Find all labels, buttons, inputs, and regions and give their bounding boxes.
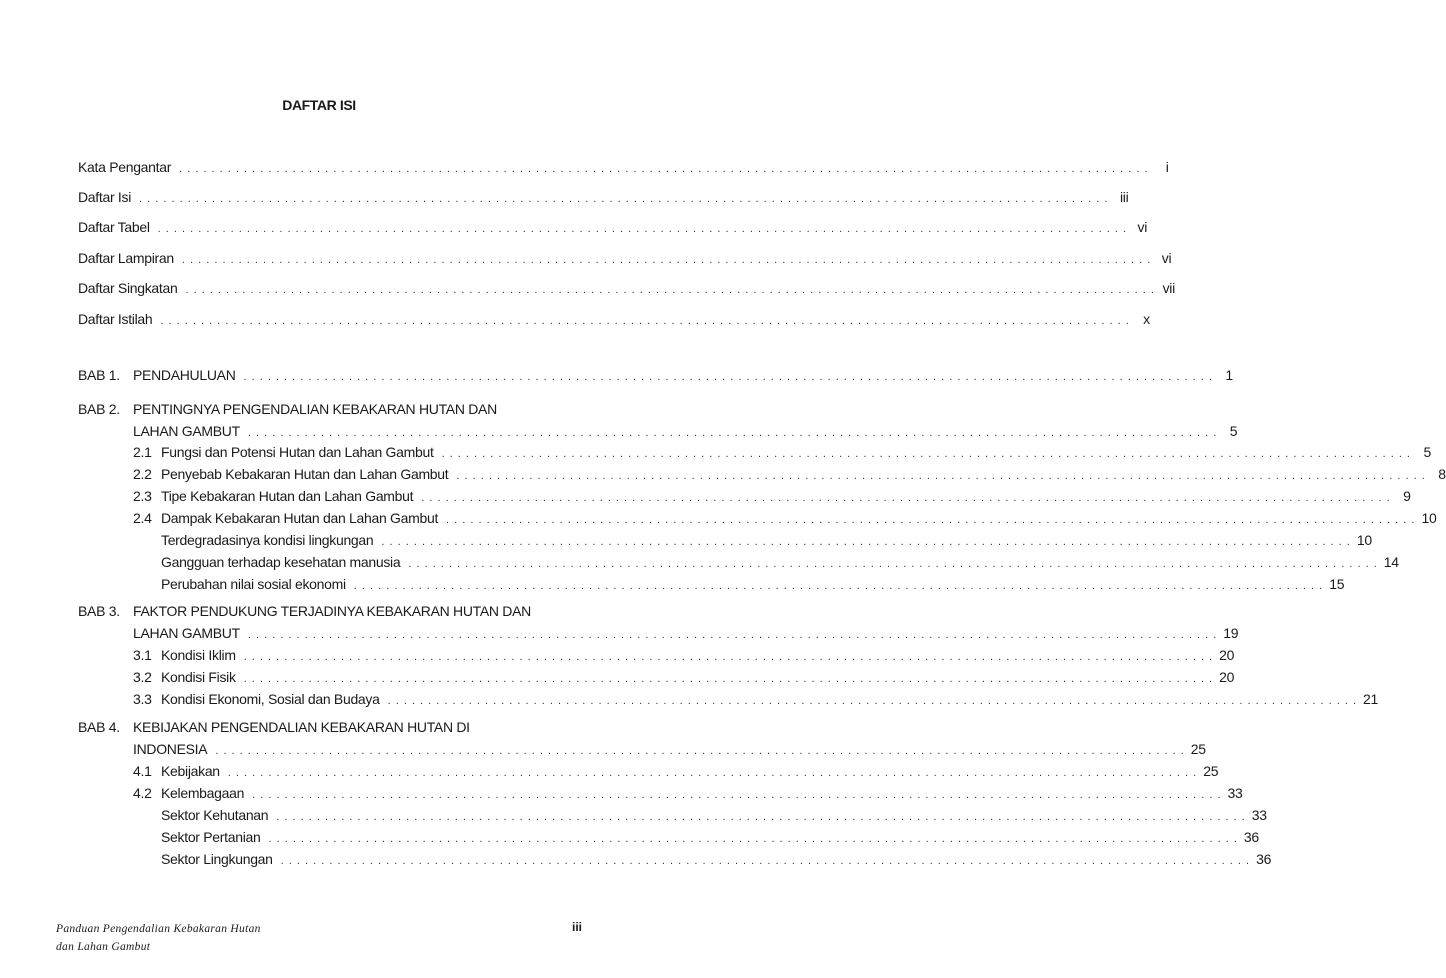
toc-entry[interactable] [78, 311, 1150, 331]
entry-label: Fungsi dan Potensi Hutan dan Lahan Gambut [161, 444, 434, 460]
page-number: 20 [1219, 647, 1235, 663]
dot-leader: . . . . . . . . . . . . . . . . . . . . . . . . . . . . . . . . . . . . . . . . . . . . . . . . . . . . . . . . . . . . . . . . . . . . . . . . . . . . . . . . . . . . . . . . . . . . . . . . . . . . . . . . . . . . . . . . . . . . . . . . [276, 811, 1246, 823]
page-number: 33 [1251, 807, 1267, 823]
subsection-entry[interactable] [161, 851, 1272, 871]
entry-label: Penyebab Kebakaran Hutan dan Lahan Gambut [161, 466, 449, 482]
subsection-entry[interactable] [161, 554, 1399, 574]
dot-leader: . . . . . . . . . . . . . . . . . . . . . . . . . . . . . . . . . . . . . . . . . . . . . . . . . . . . . . . . . . . . . . . . . . . . . . . . . . . . . . . . . . . . . . . . . . . . . . . . . . . . . . . . . . . . . . . . . . . . . . . . [157, 223, 1128, 235]
section-number: 2.2 [133, 466, 152, 482]
dot-leader: . . . . . . . . . . . . . . . . . . . . . . . . . . . . . . . . . . . . . . . . . . . . . . . . . . . . . . . . . . . . . . . . . . . . . . . . . . . . . . . . . . . . . . . . . . . . . . . . . . . . . . . . . . . . . . . . . . . . . . . . [446, 514, 1416, 526]
chapter-number: BAB 2. [78, 401, 120, 417]
page-number: 25 [1190, 741, 1206, 757]
chapter-number: BAB 1. [78, 367, 120, 383]
entry-label: Gangguan terhadap kesehatan manusia [161, 554, 401, 570]
page-number: 1 [1225, 367, 1233, 383]
page-number: 19 [1223, 625, 1239, 641]
footer-line-2: dan Lahan Gambut [56, 941, 151, 953]
dot-leader: . . . . . . . . . . . . . . . . . . . . . . . . . . . . . . . . . . . . . . . . . . . . . . . . . . . . . . . . . . . . . . . . . . . . . . . . . . . . . . . . . . . . . . . . . . . . . . . . . . . . . . . . . . . . . . . . . . . . . . . . [268, 833, 1238, 845]
chapter-entry[interactable] [133, 741, 1206, 761]
section-number: 2.4 [133, 510, 152, 526]
footer-line-1: Panduan Pengendalian Kebakaran Hutan [56, 923, 261, 935]
chapter-entry[interactable] [133, 367, 1233, 387]
page-number: 14 [1383, 554, 1399, 570]
subsection-entry[interactable] [161, 576, 1345, 596]
dot-leader: . . . . . . . . . . . . . . . . . . . . . . . . . . . . . . . . . . . . . . . . . . . . . . . . . . . . . . . . . . . . . . . . . . . . . . . . . . . . . . . . . . . . . . . . . . . . . . . . . . . . . . . . . . . . . . . . . . . . . . . . [243, 651, 1214, 663]
entry-label: Kebijakan [161, 763, 220, 779]
chapter-number: BAB 3. [78, 603, 120, 619]
subsection-entry[interactable] [161, 829, 1259, 849]
dot-leader: . . . . . . . . . . . . . . . . . . . . . . . . . . . . . . . . . . . . . . . . . . . . . . . . . . . . . . . . . . . . . . . . . . . . . . . . . . . . . . . . . . . . . . . . . . . . . . . . . . . . . . . . . . . . . . . . . . . . . . . . [227, 767, 1198, 779]
dot-leader: . . . . . . . . . . . . . . . . . . . . . . . . . . . . . . . . . . . . . . . . . . . . . . . . . . . . . . . . . . . . . . . . . . . . . . . . . . . . . . . . . . . . . . . . . . . . . . . . . . . . . . . . . . . . . . . . . . . . . . . . [387, 695, 1358, 707]
section-entry[interactable] [133, 444, 1431, 464]
section-number: 2.1 [133, 444, 152, 460]
toc-entry[interactable] [78, 189, 1129, 209]
toc-entry[interactable] [78, 280, 1175, 300]
entry-label: Daftar Tabel [78, 219, 150, 235]
dot-leader: . . . . . . . . . . . . . . . . . . . . . . . . . . . . . . . . . . . . . . . . . . . . . . . . . . . . . . . . . . . . . . . . . . . . . . . . . . . . . . . . . . . . . . . . . . . . . . . . . . . . . . . . . . . . . . . . . . . . . . . . [408, 558, 1378, 570]
page-number: 21 [1363, 691, 1379, 707]
running-footer [56, 920, 261, 956]
page-number: 9 [1403, 488, 1411, 504]
dot-leader: . . . . . . . . . . . . . . . . . . . . . . . . . . . . . . . . . . . . . . . . . . . . . . . . . . . . . . . . . . . . . . . . . . . . . . . . . . . . . . . . . . . . . . . . . . . . . . . . . . . . . . . . . . . . . . . . . . . . . . . . [247, 629, 1218, 641]
page-number: vii [1162, 280, 1175, 296]
section-number: 3.1 [133, 647, 152, 663]
entry-label: Kondisi Fisik [161, 669, 236, 685]
entry-label: Kondisi Ekonomi, Sosial dan Budaya [161, 691, 380, 707]
dot-leader: . . . . . . . . . . . . . . . . . . . . . . . . . . . . . . . . . . . . . . . . . . . . . . . . . . . . . . . . . . . . . . . . . . . . . . . . . . . . . . . . . . . . . . . . . . . . . . . . . . . . . . . . . . . . . . . . . . . . . . . . [181, 254, 1152, 266]
footer-page-number: iii [571, 920, 582, 934]
toc-entry[interactable] [78, 250, 1172, 270]
toc-entry[interactable] [78, 219, 1148, 239]
dot-leader: . . . . . . . . . . . . . . . . . . . . . . . . . . . . . . . . . . . . . . . . . . . . . . . . . . . . . . . . . . . . . . . . . . . . . . . . . . . . . . . . . . . . . . . . . . . . . . . . . . . . . . . . . . . . . . . . . . . . . . . . [456, 470, 1426, 482]
page-number: 10 [1421, 510, 1437, 526]
section-number: 3.2 [133, 669, 152, 685]
entry-label: FAKTOR PENDUKUNG TERJADINYA KEBAKARAN HUTAN DAN [133, 603, 531, 619]
dot-leader: . . . . . . . . . . . . . . . . . . . . . . . . . . . . . . . . . . . . . . . . . . . . . . . . . . . . . . . . . . . . . . . . . . . . . . . . . . . . . . . . . . . . . . . . . . . . . . . . . . . . . . . . . . . . . . . . . . . . . . . . [215, 745, 1185, 757]
page-number: i [1165, 159, 1169, 175]
section-entry[interactable] [133, 669, 1235, 689]
section-entry[interactable] [133, 466, 1446, 486]
chapter-entry[interactable] [133, 625, 1239, 645]
page-number: 15 [1329, 576, 1345, 592]
page-number: 10 [1356, 532, 1372, 548]
dot-leader: . . . . . . . . . . . . . . . . . . . . . . . . . . . . . . . . . . . . . . . . . . . . . . . . . . . . . . . . . . . . . . . . . . . . . . . . . . . . . . . . . . . . . . . . . . . . . . . . . . . . . . . . . . . . . . . . . . . . . . . . [421, 492, 1391, 504]
section-number: 4.2 [133, 785, 152, 801]
entry-label: Kata Pengantar [78, 159, 172, 175]
entry-label: Kondisi Iklim [161, 647, 236, 663]
entry-label: Daftar Istilah [78, 311, 153, 327]
dot-leader: . . . . . . . . . . . . . . . . . . . . . . . . . . . . . . . . . . . . . . . . . . . . . . . . . . . . . . . . . . . . . . . . . . . . . . . . . . . . . . . . . . . . . . . . . . . . . . . . . . . . . . . . . . . . . . . . . . . . . . . . [280, 855, 1251, 867]
entry-label: Kelembagaan [161, 785, 245, 801]
section-entry[interactable] [133, 785, 1243, 805]
chapter-heading[interactable] [133, 603, 600, 623]
entry-label: Perubahan nilai sosial ekonomi [161, 576, 346, 592]
page-number: 33 [1227, 785, 1243, 801]
chapter-entry[interactable] [133, 423, 1238, 443]
entry-label: Sektor Pertanian [161, 829, 261, 845]
page-number: vi [1161, 250, 1172, 266]
dot-leader: . . . . . . . . . . . . . . . . . . . . . . . . . . . . . . . . . . . . . . . . . . . . . . . . . . . . . . . . . . . . . . . . . . . . . . . . . . . . . . . . . . . . . . . . . . . . . . . . . . . . . . . . . . . . . . . . . . . . . . . . [353, 580, 1324, 592]
section-entry[interactable] [133, 488, 1411, 508]
toc-entry[interactable] [78, 159, 1169, 179]
page-number: 36 [1256, 851, 1272, 867]
dot-leader: . . . . . . . . . . . . . . . . . . . . . . . . . . . . . . . . . . . . . . . . . . . . . . . . . . . . . . . . . . . . . . . . . . . . . . . . . . . . . . . . . . . . . . . . . . . . . . . . . . . . . . . . . . . . . . . . . . . . . . . . [381, 536, 1351, 548]
entry-label: Daftar Isi [78, 189, 132, 205]
page-number: vi [1137, 219, 1148, 235]
page-number: 20 [1219, 669, 1235, 685]
dot-leader: . . . . . . . . . . . . . . . . . . . . . . . . . . . . . . . . . . . . . . . . . . . . . . . . . . . . . . . . . . . . . . . . . . . . . . . . . . . . . . . . . . . . . . . . . . . . . . . . . . . . . . . . . . . . . . . . . . . . . . . . [247, 427, 1218, 439]
page-number: 36 [1243, 829, 1259, 845]
dot-leader: . . . . . . . . . . . . . . . . . . . . . . . . . . . . . . . . . . . . . . . . . . . . . . . . . . . . . . . . . . . . . . . . . . . . . . . . . . . . . . . . . . . . . . . . . . . . . . . . . . . . . . . . . . . . . . . . . . . . . . . . [441, 448, 1411, 460]
page-number: x [1143, 311, 1150, 327]
page-number: 25 [1203, 763, 1219, 779]
chapter-heading[interactable] [133, 401, 600, 421]
entry-label: Sektor Kehutanan [161, 807, 269, 823]
dot-leader: . . . . . . . . . . . . . . . . . . . . . . . . . . . . . . . . . . . . . . . . . . . . . . . . . . . . . . . . . . . . . . . . . . . . . . . . . . . . . . . . . . . . . . . . . . . . . . . . . . . . . . . . . . . . . . . . . . . . . . . . [179, 163, 1149, 175]
section-number: 3.3 [133, 691, 152, 707]
section-number: 4.1 [133, 763, 152, 779]
dot-leader: . . . . . . . . . . . . . . . . . . . . . . . . . . . . . . . . . . . . . . . . . . . . . . . . . . . . . . . . . . . . . . . . . . . . . . . . . . . . . . . . . . . . . . . . . . . . . . . . . . . . . . . . . . . . . . . . . . . . . . . . [252, 789, 1222, 801]
entry-label: Daftar Lampiran [78, 250, 174, 266]
entry-label: Terdegradasinya kondisi lingkungan [161, 532, 374, 548]
entry-label: Daftar Singkatan [78, 280, 178, 296]
entry-label: PENTINGNYA PENGENDALIAN KEBAKARAN HUTAN DAN [133, 401, 497, 417]
section-entry[interactable] [133, 510, 1437, 530]
section-number: 2.3 [133, 488, 152, 504]
dot-leader: . . . . . . . . . . . . . . . . . . . . . . . . . . . . . . . . . . . . . . . . . . . . . . . . . . . . . . . . . . . . . . . . . . . . . . . . . . . . . . . . . . . . . . . . . . . . . . . . . . . . . . . . . . . . . . . . . . . . . . . . [185, 284, 1155, 296]
chapter-number: BAB 4. [78, 719, 120, 735]
entry-label: Dampak Kebakaran Hutan dan Lahan Gambut [161, 510, 439, 526]
subsection-entry[interactable] [161, 532, 1372, 552]
entry-label: Tipe Kebakaran Hutan dan Lahan Gambut [161, 488, 414, 504]
entry-label: KEBIJAKAN PENGENDALIAN KEBAKARAN HUTAN DI [133, 719, 470, 735]
section-entry[interactable] [133, 691, 1379, 711]
page-title: DAFTAR ISI [282, 97, 356, 113]
section-entry[interactable] [133, 647, 1235, 667]
page-number: 8 [1438, 466, 1446, 482]
page-number: iii [1120, 189, 1129, 205]
dot-leader: . . . . . . . . . . . . . . . . . . . . . . . . . . . . . . . . . . . . . . . . . . . . . . . . . . . . . . . . . . . . . . . . . . . . . . . . . . . . . . . . . . . . . . . . . . . . . . . . . . . . . . . . . . . . . . . . . . . . . . . . [160, 315, 1130, 327]
subsection-entry[interactable] [161, 807, 1267, 827]
dot-leader: . . . . . . . . . . . . . . . . . . . . . . . . . . . . . . . . . . . . . . . . . . . . . . . . . . . . . . . . . . . . . . . . . . . . . . . . . . . . . . . . . . . . . . . . . . . . . . . . . . . . . . . . . . . . . . . . . . . . . . . . [243, 371, 1213, 383]
entry-label: Sektor Lingkungan [161, 851, 273, 867]
entry-label: LAHAN GAMBUT [133, 423, 240, 439]
entry-label: LAHAN GAMBUT [133, 625, 240, 641]
dot-leader: . . . . . . . . . . . . . . . . . . . . . . . . . . . . . . . . . . . . . . . . . . . . . . . . . . . . . . . . . . . . . . . . . . . . . . . . . . . . . . . . . . . . . . . . . . . . . . . . . . . . . . . . . . . . . . . . . . . . . . . . [139, 193, 1109, 205]
chapter-heading[interactable] [133, 719, 600, 739]
page-number: 5 [1423, 444, 1431, 460]
entry-label: INDONESIA [133, 741, 208, 757]
dot-leader: . . . . . . . . . . . . . . . . . . . . . . . . . . . . . . . . . . . . . . . . . . . . . . . . . . . . . . . . . . . . . . . . . . . . . . . . . . . . . . . . . . . . . . . . . . . . . . . . . . . . . . . . . . . . . . . . . . . . . . . . [243, 673, 1214, 685]
section-entry[interactable] [133, 763, 1219, 783]
page-number: 5 [1229, 423, 1238, 439]
entry-label: PENDAHULUAN [133, 367, 236, 383]
